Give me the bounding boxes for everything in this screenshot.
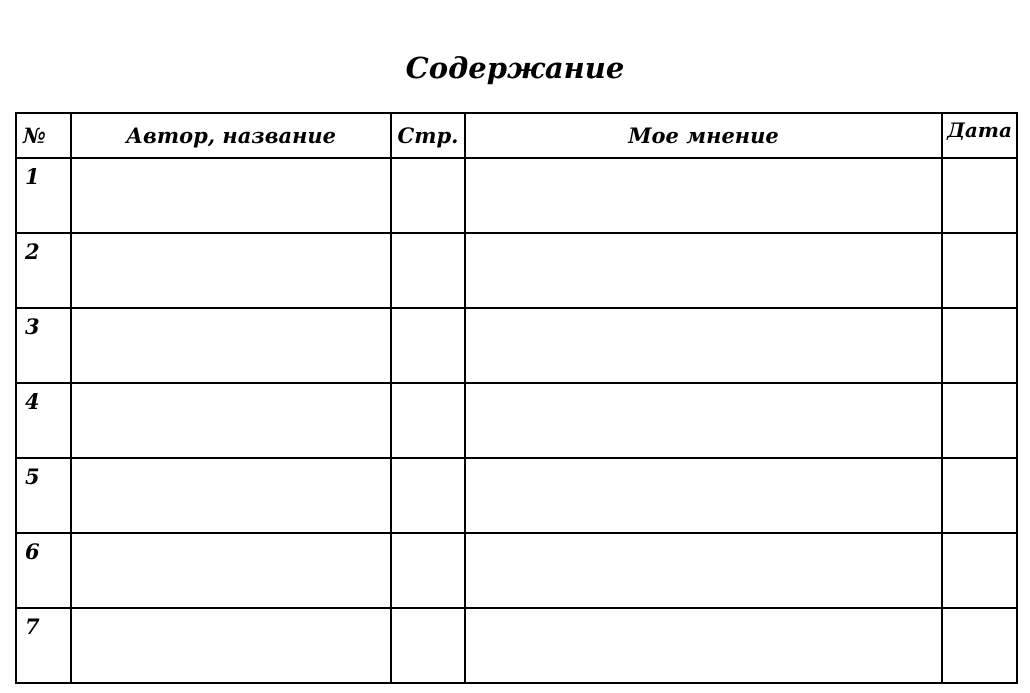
table-row xyxy=(16,533,1017,608)
header-row xyxy=(16,113,1017,158)
page-cell xyxy=(391,233,465,308)
row-number: 1 xyxy=(16,158,71,233)
page-cell xyxy=(391,158,465,233)
date-cell xyxy=(942,233,1017,308)
date-cell xyxy=(942,383,1017,458)
header-author-title: Автор, название xyxy=(71,113,391,158)
page-cell xyxy=(391,458,465,533)
row-number: 2 xyxy=(16,233,71,308)
table-row xyxy=(16,458,1017,533)
row-number: 7 xyxy=(16,608,71,683)
opinion-cell xyxy=(465,308,942,383)
row-number: 4 xyxy=(16,383,71,458)
author-title-cell xyxy=(71,233,391,308)
opinion-cell xyxy=(465,458,942,533)
date-cell xyxy=(942,458,1017,533)
page-cell xyxy=(391,608,465,683)
table-row xyxy=(16,233,1017,308)
date-cell xyxy=(942,158,1017,233)
contents-table xyxy=(15,112,1018,684)
page-cell xyxy=(391,308,465,383)
date-cell xyxy=(942,533,1017,608)
table-row xyxy=(16,383,1017,458)
opinion-cell xyxy=(465,608,942,683)
table-row xyxy=(16,158,1017,233)
page-cell xyxy=(391,383,465,458)
header-opinion: Мое мнение xyxy=(465,113,942,158)
author-title-cell xyxy=(71,308,391,383)
page-title: Содержание xyxy=(405,51,625,85)
row-number: 6 xyxy=(16,533,71,608)
author-title-cell xyxy=(71,383,391,458)
opinion-cell xyxy=(465,383,942,458)
header-page: Стр. xyxy=(391,113,465,158)
header-num: № xyxy=(16,113,71,158)
page-cell xyxy=(391,533,465,608)
date-cell xyxy=(942,308,1017,383)
row-number: 3 xyxy=(16,308,71,383)
table-row xyxy=(16,608,1017,683)
author-title-cell xyxy=(71,458,391,533)
opinion-cell xyxy=(465,158,942,233)
table-row xyxy=(16,308,1017,383)
opinion-cell xyxy=(465,233,942,308)
author-title-cell xyxy=(71,533,391,608)
header-date: Дата xyxy=(942,113,1017,158)
date-cell xyxy=(942,608,1017,683)
row-number: 5 xyxy=(16,458,71,533)
opinion-cell xyxy=(465,533,942,608)
author-title-cell xyxy=(71,608,391,683)
author-title-cell xyxy=(71,158,391,233)
